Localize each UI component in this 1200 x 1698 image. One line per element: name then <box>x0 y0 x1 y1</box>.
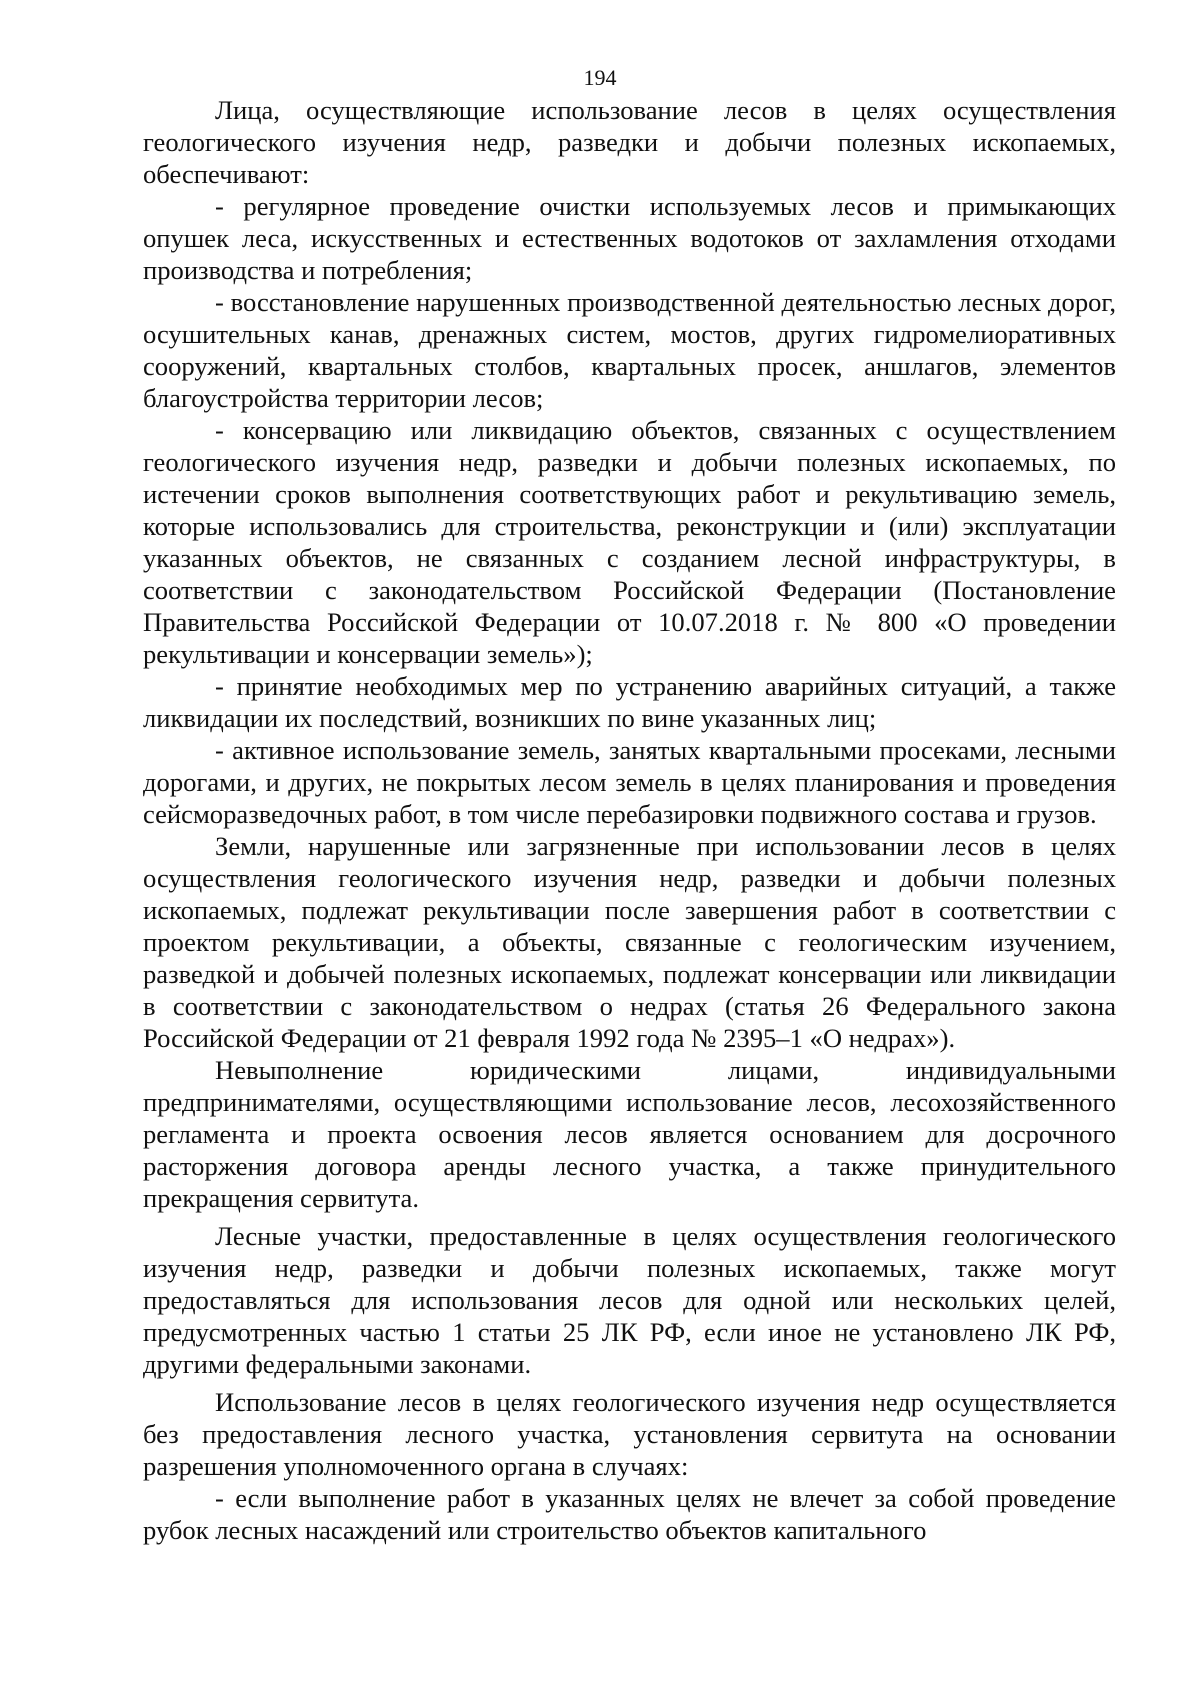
list-item-restoration: - восстановление нарушенных производственной деятельностью лесных дорог, осушительных канав, дренажных систем, мостов, других гидромелиоративных сооружений, квартальных столбов, квартальных просек, аншлагов, элементов благоустройства территории лесов; <box>143 287 1116 413</box>
page-number: 194 <box>583 65 617 90</box>
list-item-cleaning: - регулярное проведение очистки используемых лесов и примыкающих опушек леса, искусственных и естественных водотоков от захламления отходами производства и потребления; <box>143 191 1116 285</box>
paragraph-forest-plots: Лесные участки, предоставленные в целях осуществления геологического изучения недр, разведки и добычи полезных ископаемых, также могут предоставляться для использования лесов для одной или нескольких целей, предусмотренных частью 1 статьи 25 ЛК РФ, если иное не установлено ЛК РФ, другими федеральными законами. <box>143 1221 1116 1379</box>
document-body <box>143 94 1116 1546</box>
paragraph-intro: Лица, осуществляющие использование лесов в целях осуществления геологического изучения недр, разведки и добычи полезных ископаемых, обеспечивают: <box>143 95 1116 189</box>
list-item-no-felling: - если выполнение работ в указанных целях не влечет за собой проведение рубок лесных насаждений или строительство объектов капитального <box>143 1483 1116 1545</box>
list-item-emergency: - принятие необходимых мер по устранению аварийных ситуаций, а также ликвидации их последствий, возникших по вине указанных лиц; <box>143 671 1116 733</box>
paragraph-without-plot: Использование лесов в целях геологического изучения недр осуществляется без предоставления лесного участка, установления сервитута на основании разрешения уполномоченного органа в случаях: <box>143 1387 1116 1481</box>
paragraph-noncompliance: Невыполнение юридическими лицами, индивидуальными предпринимателями, осуществляющими использование лесов, лесохозяйственного регламента и проекта освоения лесов является основанием для досрочного расторжения договора аренды лесного участка, а также принудительного прекращения сервитута. <box>143 1055 1116 1213</box>
list-item-conservation: - консервацию или ликвидацию объектов, связанных с осуществлением геологического изучения недр, разведки и добычи полезных ископаемых, по истечении сроков выполнения соответствующих работ и рекультивацию земель, которые использовались для строительства, реконструкции и (или) эксплуатации указанных объектов, не связанных с созданием лесной инфраструктуры, в соответствии с законодательством Российской Федерации (Постановление Правительства Российской Федерации от 10.07.2018 г. № 800 «О проведении рекультивации и консервации земель»); <box>143 415 1116 669</box>
paragraph-reclamation: Земли, нарушенные или загрязненные при использовании лесов в целях осуществления геологического изучения недр, разведки и добычи полезных ископаемых, подлежат рекультивации после завершения работ в соответствии с проектом рекультивации, а объекты, связанные с геологическим изучением, разведкой и добычей полезных ископаемых, подлежат консервации или ликвидации в соответствии с законодательством о недрах (статья 26 Федерального закона Российской Федерации от 21 февраля 1992 года № 2395–1 «О недрах»). <box>143 831 1116 1053</box>
list-item-land-use: - активное использование земель, занятых квартальными просеками, лесными дорогами, и других, не покрытых лесом земель в целях планирования и проведения сейсморазведочных работ, в том числе перебазировки подвижного состава и грузов. <box>143 735 1116 829</box>
